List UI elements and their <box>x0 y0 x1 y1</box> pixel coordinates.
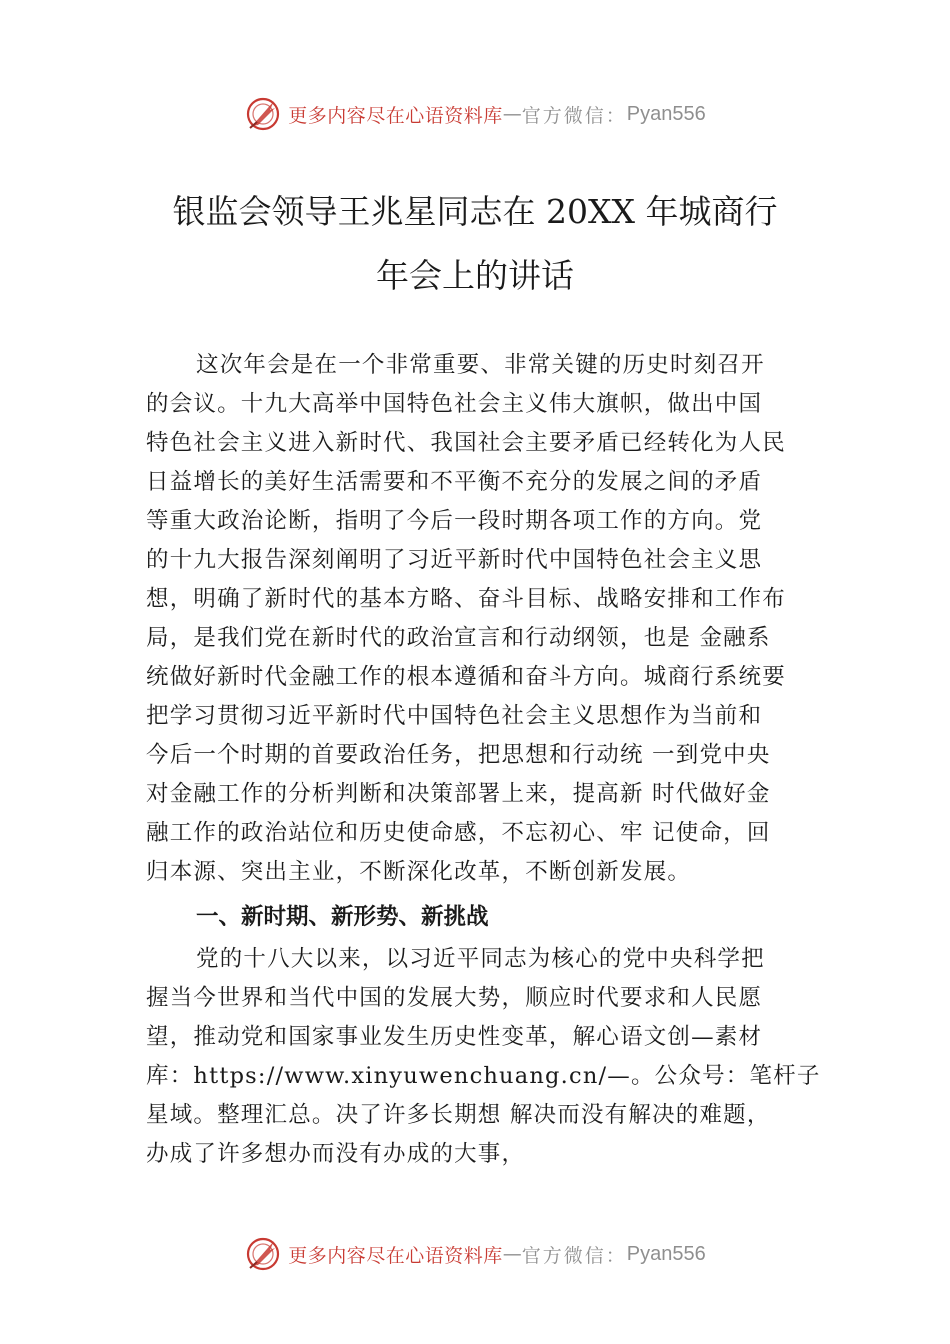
quill-seal-logo-icon <box>244 1235 282 1273</box>
text-line: 办成了许多想办而没有办成的大事， <box>146 1141 526 1167</box>
text-line: 对金融工作的分析判断和决策部署上来，提高新 时代做好金 <box>146 781 771 807</box>
document-title-line-1: 银监会领导王兆星同志在 20XX 年城商行 <box>172 192 778 231</box>
text-line: 这次年会是在一个非常重要、非常关键的历史时刻召开 <box>196 352 765 378</box>
text-line: 星域。整理汇总。决了许多长期想 解决而没有解决的难题， <box>146 1102 771 1128</box>
text-line: 日益增长的美好生活需要和不平衡不充分的发展之间的矛盾 <box>146 469 763 495</box>
text-line: 今后一个时期的首要政治任务，把思想和行动统 一到党中央 <box>146 742 771 768</box>
quill-seal-logo-icon <box>244 95 282 133</box>
banner-wechat-label: 官方微信： <box>521 104 627 127</box>
banner-dash: — <box>502 103 522 125</box>
footer-watermark-banner <box>0 1232 950 1276</box>
text-line: 特色社会主义进入新时代、我国社会主要矛盾已经转化为人民 <box>146 430 786 456</box>
text-line: 把学习贯彻习近平新时代中国特色社会主义思想作为当前和 <box>146 703 763 729</box>
text-line: 局，是我们党在新时代的政治宣言和行动纲领，也是 金融系 <box>146 625 771 651</box>
text-line: 想，明确了新时代的基本方略、奋斗目标、战略安排和工作布 <box>146 586 786 612</box>
banner-promo-text: 更多内容尽在心语资料库 <box>288 1244 503 1267</box>
text-line: 望，推动党和国家事业发生历史性变革，解心语文创—素材 <box>146 1024 763 1050</box>
text-line: 党的十八大以来，以习近平同志为核心的党中央科学把 <box>196 946 765 972</box>
text-line: 融工作的政治站位和历史使命感，不忘初心、牢 记使命，回 <box>146 820 771 846</box>
text-line: 库：https://www.xinyuwenchuang.cn/—。公众号：笔杆子 <box>146 1063 821 1089</box>
text-line: 的会议。十九大高举中国特色社会主义伟大旗帜，做出中国 <box>146 391 763 417</box>
text-line: 归本源、突出主业，不断深化改革，不断创新发展。 <box>146 859 692 885</box>
banner-wechat-id: Pyan556 <box>626 1242 706 1265</box>
paragraph-section-1 <box>146 940 836 1174</box>
banner-promo-text: 更多内容尽在心语资料库 <box>288 104 503 127</box>
text-line: 等重大政治论断，指明了今后一段时期各项工作的方向。党 <box>146 508 763 534</box>
text-line: 的十九大报告深刻阐明了习近平新时代中国特色社会主义思 <box>146 547 763 573</box>
banner-dash: — <box>502 1243 522 1265</box>
banner-wechat-id: Pyan556 <box>626 102 706 125</box>
section-heading-1: 一、新时期、新形势、新挑战 <box>196 904 489 930</box>
paragraph-intro <box>146 346 836 892</box>
banner-wechat-label: 官方微信： <box>521 1244 627 1267</box>
document-title-line-2: 年会上的讲话 <box>376 256 574 295</box>
header-watermark-banner <box>0 92 950 136</box>
text-line: 统做好新时代金融工作的根本遵循和奋斗方向。城商行系统要 <box>146 664 786 690</box>
text-line: 握当今世界和当代中国的发展大势，顺应时代要求和人民愿 <box>146 985 763 1011</box>
